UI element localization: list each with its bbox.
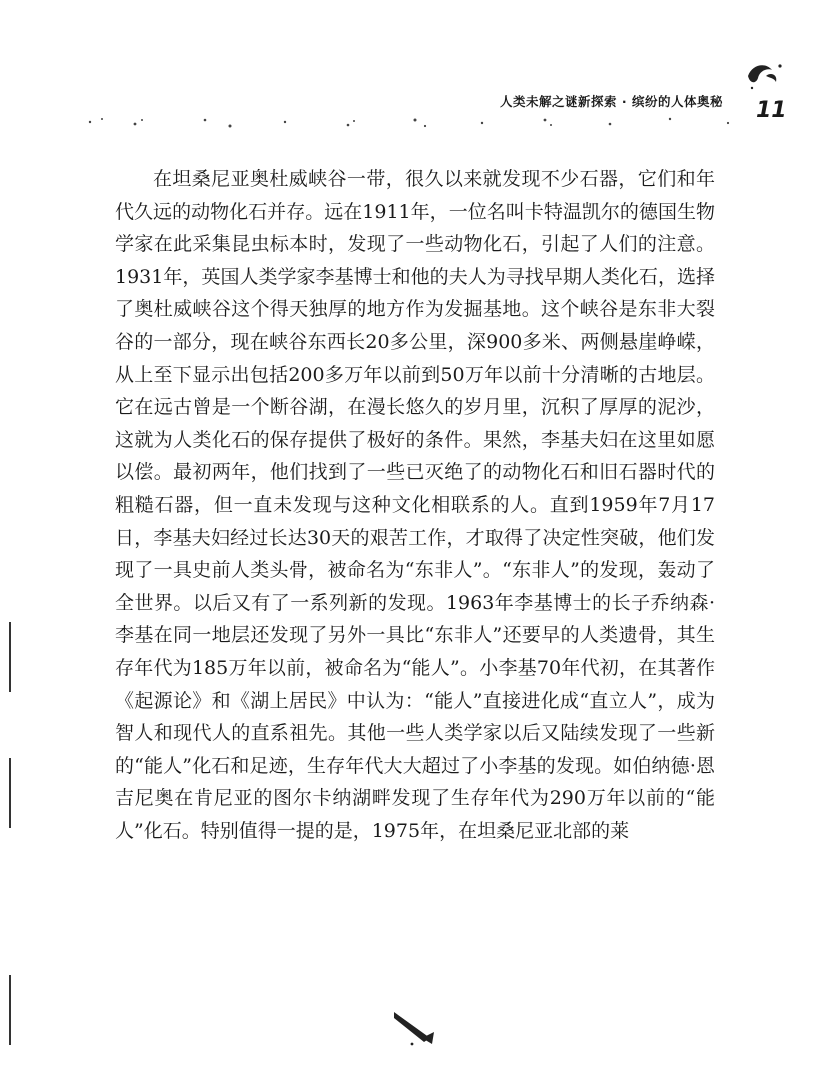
left-margin-mark: [9, 622, 11, 692]
left-margin-mark: [9, 758, 11, 828]
header-speckle-decoration: [80, 110, 760, 132]
running-header-title: 人类未解之谜新探索 · 缤纷的人体奥秘: [500, 94, 723, 109]
page-number: 11: [756, 98, 787, 123]
bottom-ornament-icon: [392, 1008, 436, 1048]
body-paragraph: 在坦桑尼亚奥杜威峡谷一带，很久以来就发现不少石器，它们和年代久远的动物化石并存。远在1911年，一位名叫卡特温凯尔的德国生物学家在此采集昆虫标本时，发现了一些动物化石，引起了人们的注意。1931年，英国人类学家李基博士和他的夫人为寻找早期人类化石，选择了奥杜威峡谷这个得天独厚的地方作为发掘基地。这个峡谷是东非大裂谷的一部分，现在峡谷东西长20多公里，深900多米、两侧悬崖峥嵘，从上至下显示出包括200多万年以前到50万年以前十分清晰的古地层。它在远古曾是一个断谷湖，在漫长悠久的岁月里，沉积了厚厚的泥沙，这就为人类化石的保存提供了极好的条件。果然，李基夫妇在这里如愿以偿。最初两年，他们找到了一些已灭绝了的动物化石和旧石器时代的粗糙石器，但一直未发现与这种文化相联系的人。直到1959年7月17日，李基夫妇经过长达30天的艰苦工作，才取得了决定性突破，他们发现了一具史前人类头骨，被命名为“东非人”。“东非人”的发现，轰动了全世界。以后又有了一系列新的发现。1963年李基博士的长子乔纳森·李基在同一地层还发现了另外一具比“东非人”还要早的人类遗骨，其生存年代为185万年以前，被命名为“能人”。小李基70年代初，在其著作《起源论》和《湖上居民》中认为：“能人”直接进化成“直立人”，成为智人和现代人的直系祖先。其他一些人类学家以后又陆续发现了一些新的“能人”化石和足迹，生存年代大大超过了小李基的发现。如伯纳德·恩吉尼奥在肯尼亚的图尔卡纳湖畔发现了生存年代为290万年以前的“能人”化石。特别值得一提的是，1975年，在坦桑尼亚北部的莱: [115, 168, 715, 842]
left-margin-mark: [9, 975, 11, 1045]
body-text: [115, 163, 715, 847]
corner-ornament-icon: [744, 58, 784, 92]
